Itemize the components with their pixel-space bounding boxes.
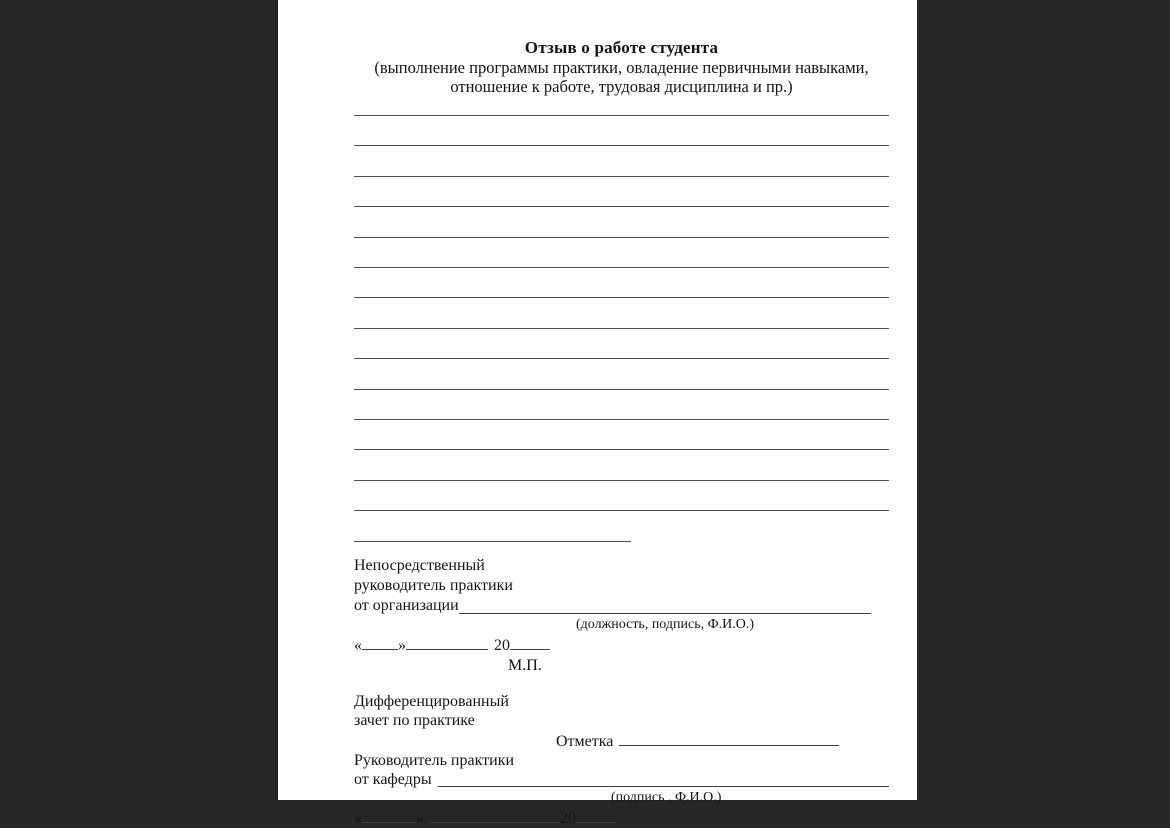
document-subtitle-line1: (выполнение программы практики, овладение первичными навыками, <box>374 58 869 77</box>
ruled-line[interactable] <box>354 238 889 268</box>
grade-caption: (подпись , Ф.И.О.) <box>611 790 722 806</box>
mark-field[interactable] <box>619 730 839 746</box>
ruled-line[interactable] <box>354 390 889 420</box>
ruled-line[interactable] <box>354 329 889 359</box>
ruled-line[interactable] <box>354 146 889 176</box>
close-quote: » <box>416 810 424 828</box>
ruled-line[interactable] <box>354 450 889 480</box>
year-prefix: 20 <box>494 637 510 655</box>
grade-block <box>354 692 889 828</box>
ruled-lines-area <box>354 96 889 542</box>
supervisor-signature-block <box>354 556 889 676</box>
ruled-line[interactable] <box>354 359 889 389</box>
mark-row <box>556 730 889 751</box>
month-field[interactable] <box>406 634 488 650</box>
year-prefix: 20 <box>560 810 576 828</box>
organization-label: от организации <box>354 597 459 615</box>
ruled-line[interactable] <box>354 116 889 146</box>
supervisor-label-line1: Непосредственный <box>354 557 485 575</box>
grade-label-line1: Дифференцированный <box>354 693 509 711</box>
open-quote: « <box>354 810 362 828</box>
close-quote: » <box>398 637 406 655</box>
year-field[interactable] <box>576 807 616 823</box>
ruled-line[interactable] <box>354 207 889 237</box>
ruled-line[interactable] <box>354 481 889 511</box>
ruled-line[interactable] <box>354 298 889 328</box>
mark-label: Отметка <box>556 733 614 751</box>
open-quote: « <box>354 637 362 655</box>
grade-date-row <box>354 807 889 828</box>
organization-signature-field[interactable] <box>459 613 871 614</box>
year-field[interactable] <box>510 634 550 650</box>
stamp-label: М.П. <box>508 657 542 675</box>
department-signature-field[interactable] <box>438 786 889 787</box>
supervisor-label-line2: руководитель практики <box>354 577 513 595</box>
ruled-line[interactable] <box>354 96 889 116</box>
month-field[interactable] <box>430 807 560 823</box>
document-page <box>277 0 917 828</box>
ruled-line[interactable] <box>354 177 889 207</box>
day-field[interactable] <box>362 807 416 823</box>
document-subtitle-line2: отношение к работе, трудовая дисциплина и пр.) <box>450 77 793 96</box>
ruled-line[interactable] <box>354 268 889 298</box>
supervisor-caption: (должность, подпись, Ф.И.О.) <box>576 617 755 633</box>
grade-label-line2: зачет по практике <box>354 712 475 730</box>
department-label: от кафедры <box>354 771 432 789</box>
dept-supervisor-label: Руководитель практики <box>354 752 515 770</box>
page-content <box>354 37 889 828</box>
ruled-line-short[interactable] <box>354 511 631 542</box>
supervisor-date-row <box>354 634 889 656</box>
document-title: Отзыв о работе студента <box>524 38 719 57</box>
ruled-line[interactable] <box>354 420 889 450</box>
day-field[interactable] <box>362 634 398 650</box>
